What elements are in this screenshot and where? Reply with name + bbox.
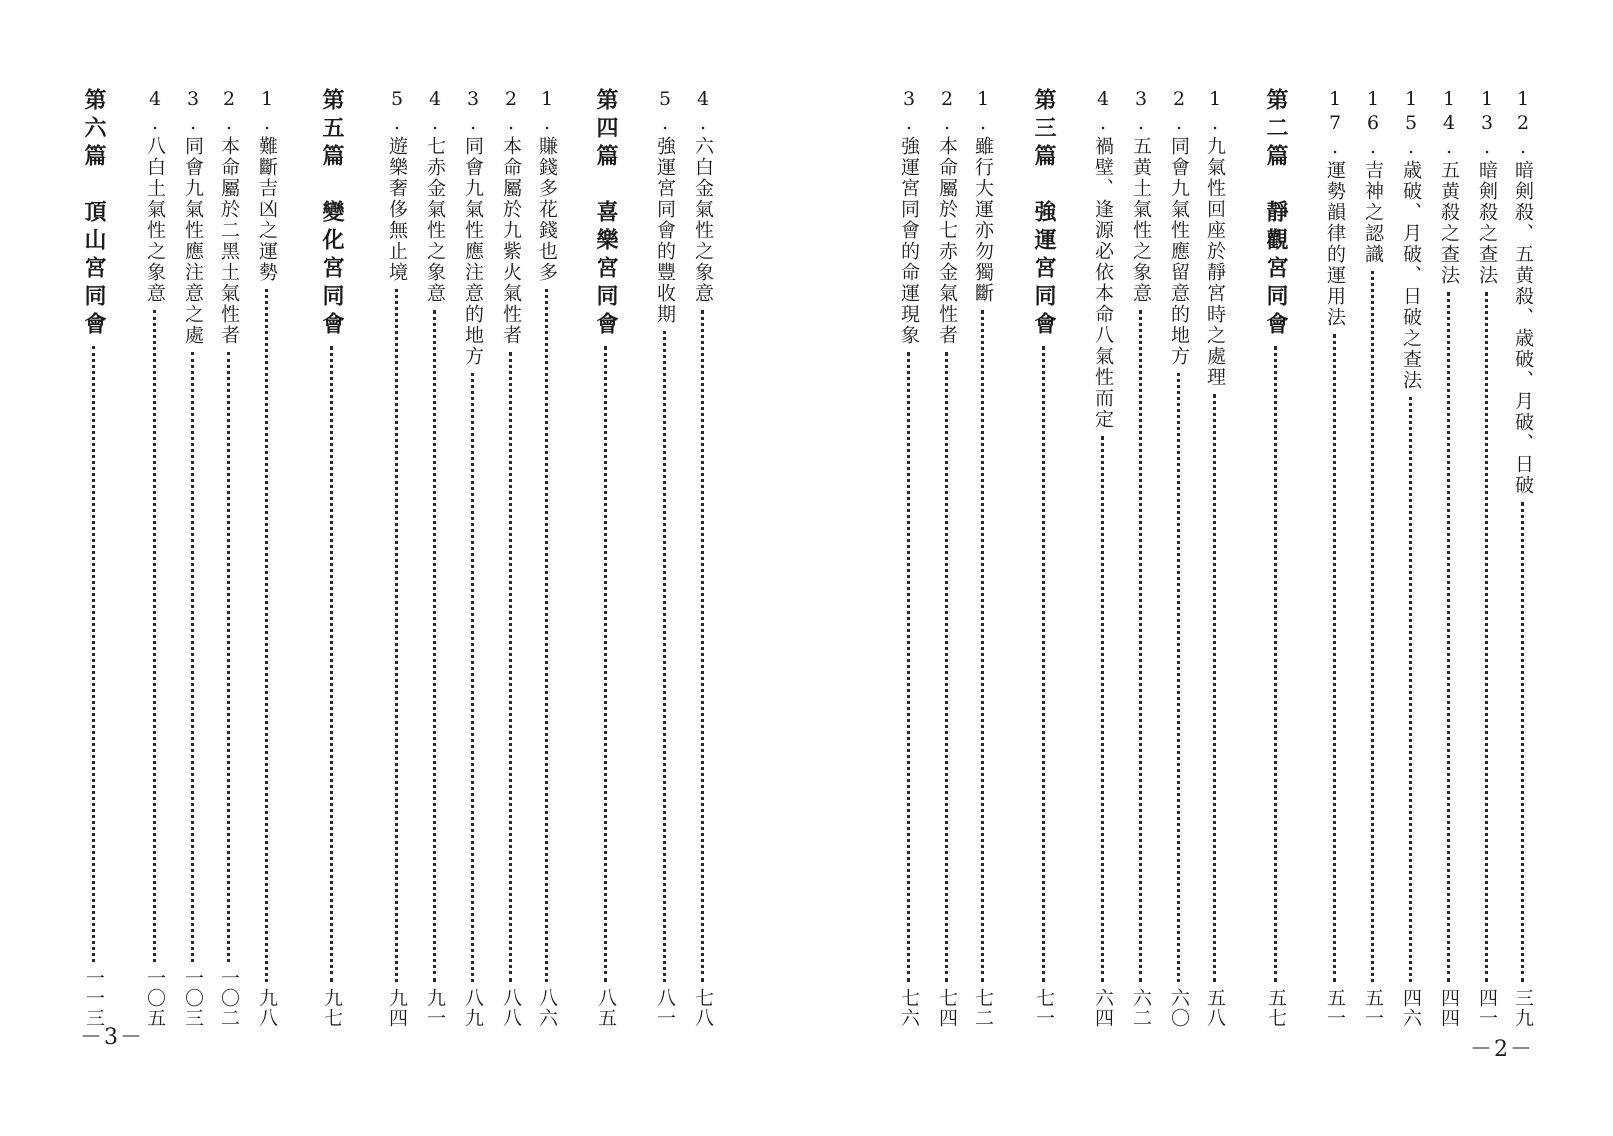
toc-entry-page: 七四	[936, 988, 958, 1028]
page-number: －2－	[1470, 1037, 1534, 1062]
toc-entry	[532, 88, 562, 1028]
toc-entry-page: 七八	[692, 988, 714, 1028]
toc-entry-label: 3.同會九氣性應注意的地方	[462, 88, 484, 367]
toc-entry-label: 1.九氣性回座於靜宮時之處理	[1204, 88, 1226, 388]
toc-chapter-page: 五七	[1265, 988, 1287, 1028]
toc-entry	[178, 88, 208, 1028]
dot-leader	[1409, 397, 1414, 982]
toc-entry	[1164, 88, 1194, 1028]
toc-entry-label: 4.七赤金氣性之象意	[424, 88, 446, 304]
dot-leader	[663, 331, 668, 982]
dot-leader	[701, 310, 706, 982]
toc-entry-label: 2.同會九氣性應留意的地方	[1168, 88, 1190, 367]
toc-entry-page: 六二	[1130, 988, 1152, 1028]
toc-entry	[894, 88, 924, 1028]
toc-entry	[214, 88, 244, 1028]
toc-entry-label: 14.五黄殺之查法	[1438, 88, 1460, 286]
toc-entry-page: 四六	[1400, 988, 1422, 1028]
dot-leader	[191, 352, 196, 962]
toc-chapter	[1026, 88, 1062, 1028]
toc-chapter-label: 第四篇 喜樂宮同會	[593, 88, 619, 340]
toc-chapter-label: 第二篇 靜觀宮同會	[1263, 88, 1289, 340]
dot-leader	[981, 310, 986, 982]
toc-entry-page: 七二	[972, 988, 994, 1028]
toc-chapter-page: 一一三	[83, 968, 105, 1028]
toc-entry-label: 3.五黄土氣性之象意	[1130, 88, 1152, 304]
dot-leader	[1042, 346, 1047, 982]
toc-chapter-page: 八五	[595, 988, 617, 1028]
toc-entry-label: 15.歳破、月破、日破之查法	[1400, 88, 1422, 391]
toc-entry	[650, 88, 680, 1028]
toc-entry-page: 九八	[256, 988, 278, 1028]
dot-leader	[509, 352, 514, 982]
toc-entry	[140, 88, 170, 1028]
toc-chapter-label: 第五篇 變化宮同會	[319, 88, 345, 340]
toc-entry-page: 四四	[1438, 988, 1460, 1028]
toc-entry-page: 六〇	[1168, 988, 1190, 1028]
toc-chapter-page: 七一	[1033, 988, 1055, 1028]
dot-leader	[1521, 502, 1526, 982]
toc-entry-page: 五一	[1362, 988, 1384, 1028]
toc-entry-page: 五八	[1204, 988, 1226, 1028]
toc-entry	[1200, 88, 1230, 1028]
toc-entry-page: 一〇五	[144, 968, 166, 1028]
toc-entry	[382, 88, 412, 1028]
toc-entry-page: 五一	[1324, 988, 1346, 1028]
toc-entry-label: 12.暗剣殺、五黄殺、歳破、月破、日破	[1512, 88, 1534, 496]
toc-entry-page: 一〇三	[182, 968, 204, 1028]
toc-entry-label: 4.八白土氣性之象意	[144, 88, 166, 304]
dot-leader	[1371, 271, 1376, 982]
page-number: －3－	[80, 1025, 144, 1050]
toc-entry-label: 4.禍壁、逢源必依本命八氣性而定	[1092, 88, 1114, 430]
toc-chapter	[588, 88, 624, 1028]
toc-entry	[1126, 88, 1156, 1028]
toc-entry-label: 2.本命屬於二黑土氣性者	[218, 88, 240, 346]
toc-entry-page: 八八	[500, 988, 522, 1028]
toc-entry	[420, 88, 450, 1028]
toc-entry-page: 四一	[1476, 988, 1498, 1028]
dot-leader	[265, 289, 270, 982]
toc-entry	[1088, 88, 1118, 1028]
dot-leader	[1485, 292, 1490, 982]
dot-leader	[1447, 292, 1452, 982]
toc-entry	[1358, 88, 1388, 1028]
toc-entry-page: 九四	[386, 988, 408, 1028]
dot-leader	[1274, 346, 1279, 982]
dot-leader	[1101, 436, 1106, 982]
dot-leader	[471, 373, 476, 982]
toc-page-3	[0, 0, 800, 1136]
toc-entry-label: 17.運勢韻律的運用法	[1324, 88, 1346, 328]
toc-chapter-label: 第六篇 頂山宮同會	[81, 88, 107, 340]
dot-leader	[1333, 334, 1338, 982]
toc-entry-label: 16.吉神之認識	[1362, 88, 1384, 265]
toc-entry-page: 一〇二	[218, 968, 240, 1028]
toc-chapter	[314, 88, 350, 1028]
toc-entry-page: 三九	[1512, 988, 1534, 1028]
toc-entry-label: 4.六白金氣性之象意	[692, 88, 714, 304]
dot-leader	[1177, 373, 1182, 982]
toc-entry	[1508, 88, 1538, 1028]
toc-entry	[1320, 88, 1350, 1028]
dot-leader	[227, 352, 232, 962]
toc-entry	[968, 88, 998, 1028]
dot-leader	[545, 289, 550, 982]
toc-chapter-page: 九七	[321, 988, 343, 1028]
toc-entry-page: 九一	[424, 988, 446, 1028]
dot-leader	[1213, 394, 1218, 982]
toc-entry-label: 2.本命屬於七赤金氣性者	[936, 88, 958, 346]
toc-chapter	[1258, 88, 1294, 1028]
dot-leader	[433, 310, 438, 982]
toc-entry-label: 2.本命屬於九紫火氣性者	[500, 88, 522, 346]
toc-entry	[458, 88, 488, 1028]
toc-entry-label: 5.遊樂奢侈無止境	[386, 88, 408, 283]
toc-entry	[1396, 88, 1426, 1028]
toc-chapter	[76, 88, 112, 1028]
dot-leader	[92, 346, 97, 962]
toc-entry-label: 13.暗剣殺之查法	[1476, 88, 1498, 286]
toc-entry-label: 3.同會九氣性應注意之處	[182, 88, 204, 346]
toc-entry-label: 3.強運宮同會的命運現象	[898, 88, 920, 346]
toc-entry-page: 六四	[1092, 988, 1114, 1028]
toc-entry-label: 1.賺錢多花錢也多	[536, 88, 558, 283]
dot-leader	[153, 310, 158, 962]
toc-entry-page: 八九	[462, 988, 484, 1028]
toc-entry-page: 八一	[654, 988, 676, 1028]
toc-entry	[688, 88, 718, 1028]
toc-entry	[932, 88, 962, 1028]
toc-entry-page: 八六	[536, 988, 558, 1028]
toc-entry-label: 5.強運宮同會的豐收期	[654, 88, 676, 325]
dot-leader	[330, 346, 335, 982]
toc-entry	[1434, 88, 1464, 1028]
toc-chapter-label: 第三篇 強運宮同會	[1031, 88, 1057, 340]
toc-entry-page: 七六	[898, 988, 920, 1028]
toc-page-2	[820, 0, 1613, 1136]
dot-leader	[945, 352, 950, 982]
toc-entry	[1472, 88, 1502, 1028]
dot-leader	[604, 346, 609, 982]
dot-leader	[907, 352, 912, 982]
toc-entry-label: 1.難斷吉凶之運勢	[256, 88, 278, 283]
dot-leader	[1139, 310, 1144, 982]
dot-leader	[395, 289, 400, 982]
toc-entry	[496, 88, 526, 1028]
toc-entry	[252, 88, 282, 1028]
toc-entry-label: 1.雖行大運亦勿獨斷	[972, 88, 994, 304]
